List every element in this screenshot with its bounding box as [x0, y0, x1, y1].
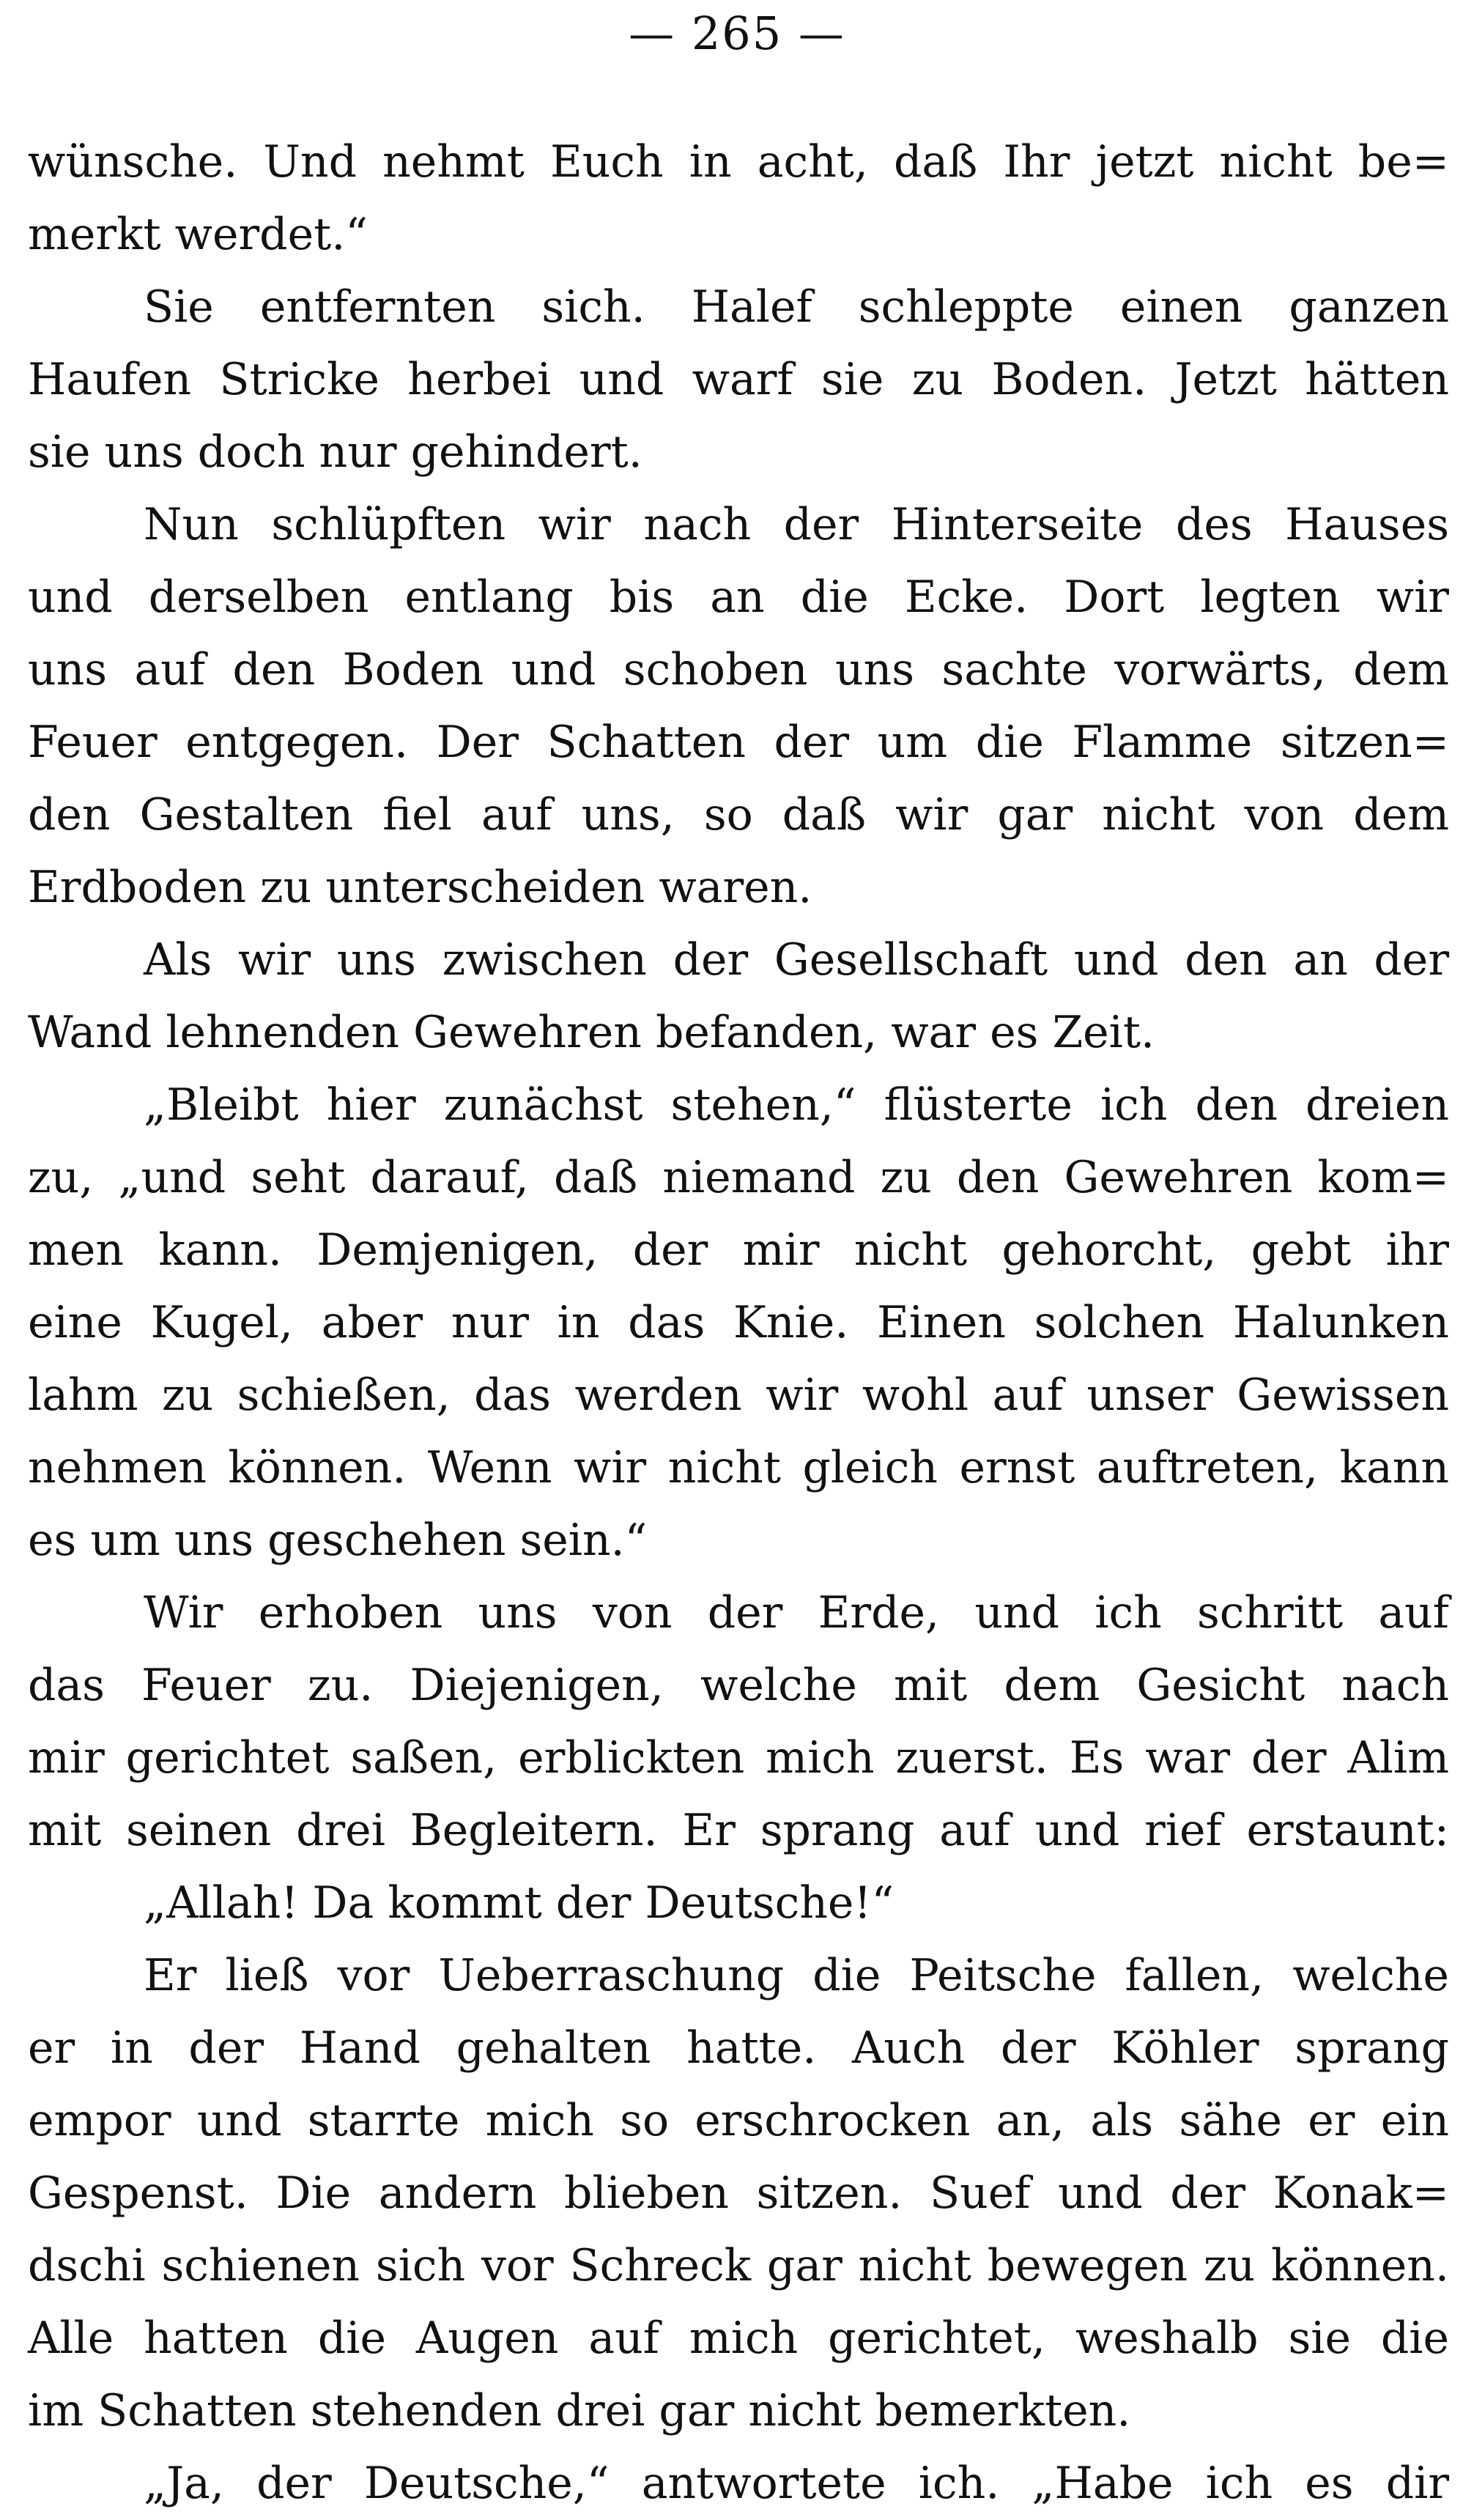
text-line: wünsche. Und nehmt Euch in acht, daß Ihr jetzt nicht be= [28, 136, 1449, 188]
text-line: men kann. Demjenigen, der mir nicht gehorcht, gebt ihr [28, 1224, 1449, 1276]
text-line: sie uns doch nur gehindert. [28, 426, 642, 478]
text-line: Wir erhoben uns von der Erde, und ich schritt auf [144, 1587, 1449, 1638]
text-line: Gespenst. Die andern blieben sitzen. Suef und der Konak= [28, 2168, 1449, 2219]
text-line: er in der Hand gehalten hatte. Auch der Köhler sprang [28, 2022, 1449, 2074]
text-line: es um uns geschehen sein.“ [28, 1515, 648, 1566]
text-line: „Bleibt hier zunächst stehen,“ flüsterte ich den dreien [144, 1079, 1449, 1131]
text-line: lahm zu schießen, das werden wir wohl auf unser Gewissen [28, 1370, 1449, 1421]
text-line: Feuer entgegen. Der Schatten der um die Flamme sitzen= [28, 717, 1449, 768]
text-line: im Schatten stehenden drei gar nicht bemerkten. [28, 2385, 1131, 2436]
body-text [28, 126, 1449, 2520]
text-line: den Gestalten fiel auf uns, so daß wir gar nicht von dem [28, 789, 1449, 840]
text-line: Als wir uns zwischen der Gesellschaft und den an der [144, 934, 1449, 986]
text-line: Er ließ vor Ueberraschung die Peitsche fallen, welche [144, 1950, 1449, 2001]
text-line: empor und starrte mich so erschrocken an, als sähe er ein [28, 2095, 1449, 2146]
text-line: Wand lehnenden Gewehren befanden, war es Zeit. [28, 1007, 1155, 1058]
text-line: dschi schienen sich vor Schreck gar nicht bewegen zu können. [28, 2240, 1449, 2291]
text-line: zu, „und seht darauf, daß niemand zu den Gewehren kom= [28, 1152, 1449, 1203]
text-line: Erdboden zu unterscheiden waren. [28, 862, 812, 913]
text-line: Haufen Stricke herbei und warf sie zu Boden. Jetzt hätten [28, 354, 1449, 405]
text-line: „Allah! Da kommt der Deutsche!“ [144, 1877, 895, 1929]
text-line: merkt werdet.“ [28, 209, 368, 260]
text-line: nehmen können. Wenn wir nicht gleich ernst auftreten, kann [28, 1442, 1449, 1493]
text-line: Nun schlüpften wir nach der Hinterseite des Hauses [144, 499, 1449, 550]
text-line: mit seinen drei Begleitern. Er sprang auf und rief erstaunt: [28, 1805, 1449, 1856]
text-line: mir gerichtet saßen, erblickten mich zuerst. Es war der Alim [28, 1732, 1449, 1784]
text-line: Alle hatten die Augen auf mich gerichtet, weshalb sie die [28, 2313, 1449, 2364]
page-number: — 265 — [629, 7, 845, 60]
text-line: uns auf den Boden und schoben uns sachte vorwärts, dem [28, 644, 1449, 695]
text-line: das Feuer zu. Diejenigen, welche mit dem Gesicht nach [28, 1660, 1449, 1711]
text-line: Sie entfernten sich. Halef schleppte einen ganzen [144, 281, 1449, 333]
text-line: „Ja, der Deutsche,“ antwortete ich. „Habe ich es dir [144, 2458, 1449, 2509]
text-line: und derselben entlang bis an die Ecke. Dort legten wir [28, 572, 1449, 623]
text-line: eine Kugel, aber nur in das Knie. Einen solchen Halunken [28, 1297, 1449, 1348]
